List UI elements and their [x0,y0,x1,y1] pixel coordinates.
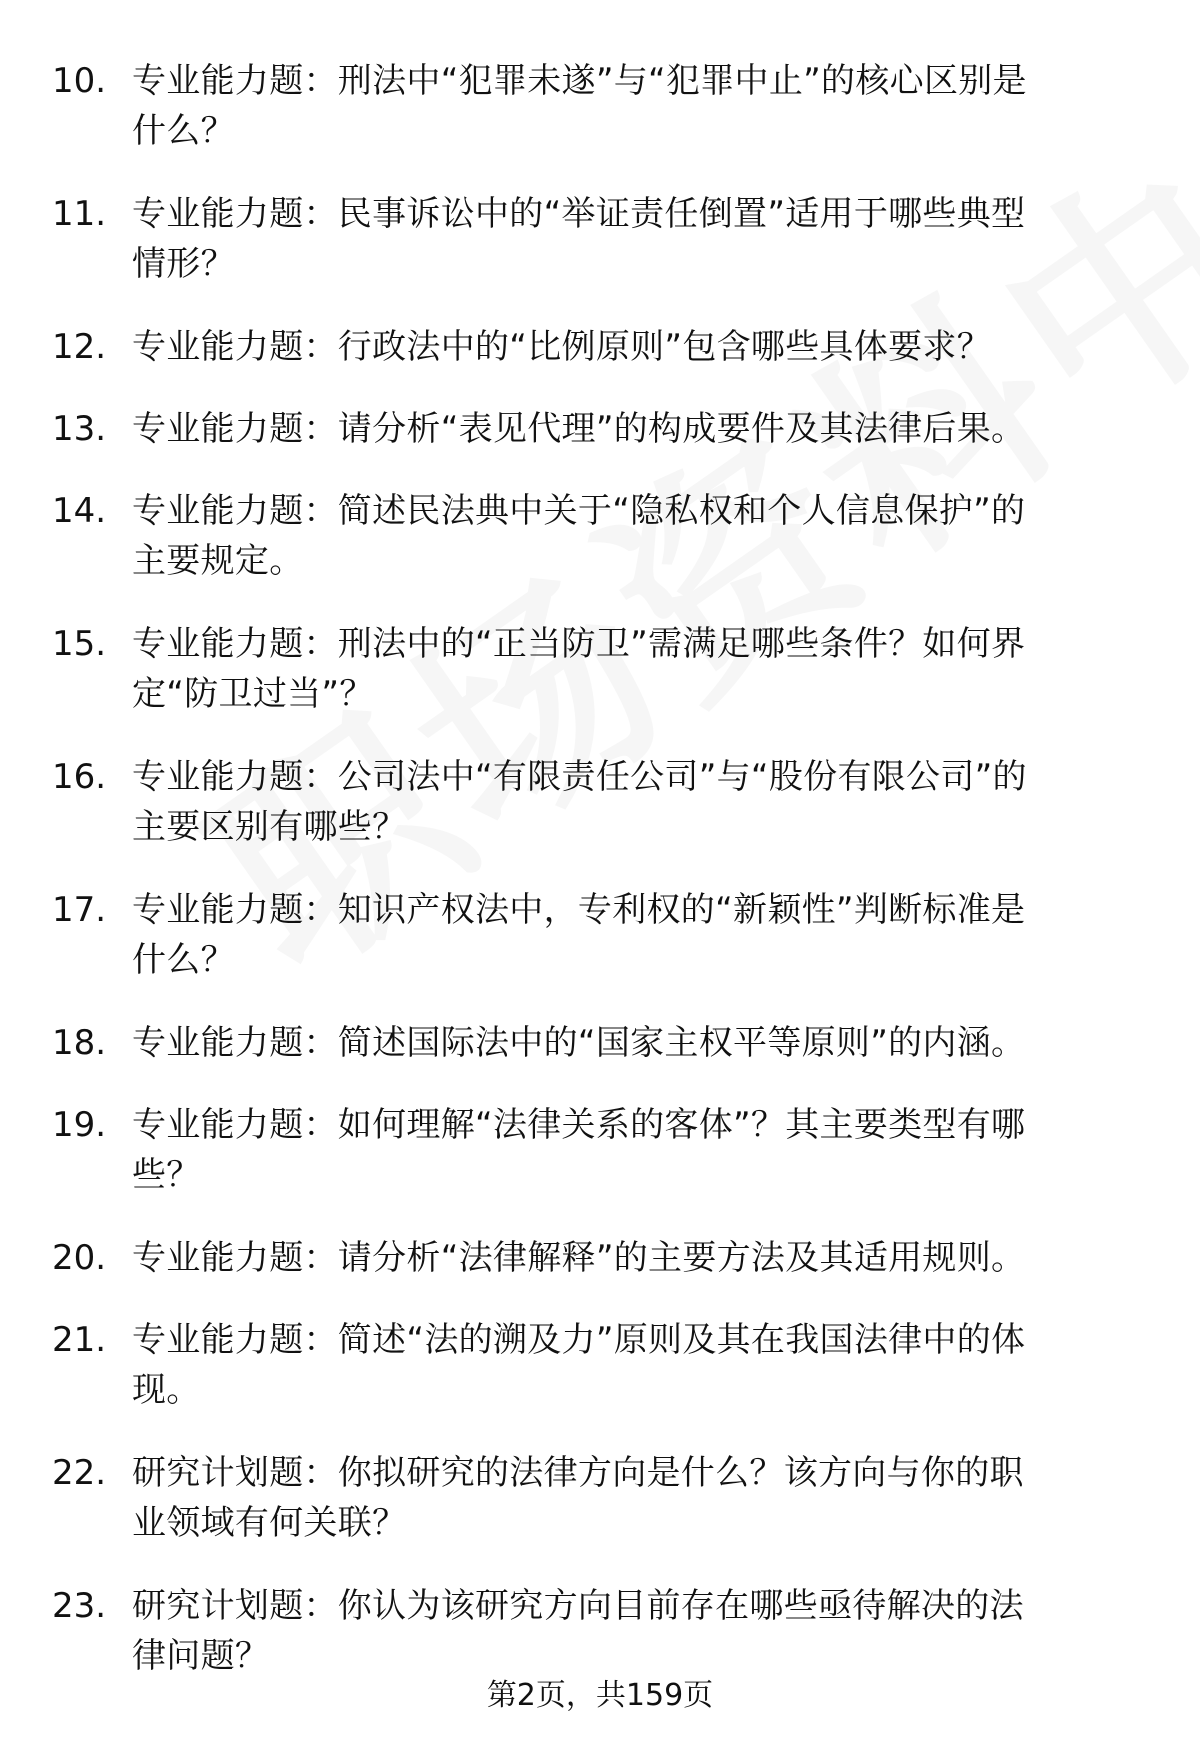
question-number: 22. [52,1453,107,1493]
question-text: 专业能力题：刑法中的“正当防卫”需满足哪些条件？如何界定“防卫过当”？ [132,624,1026,714]
question-item [52,1100,1152,1200]
question-item [52,1581,1152,1681]
question-number: 10. [52,61,107,101]
question-number: 15. [52,624,107,664]
question-item [52,1018,1152,1068]
question-text: 专业能力题：行政法中的“比例原则”包含哪些具体要求？ [132,327,992,367]
question-number: 23. [52,1586,107,1626]
question-text: 专业能力题：如何理解“法律关系的客体”？其主要类型有哪些？ [132,1105,1026,1195]
question-item [52,56,1152,156]
question-text: 专业能力题：刑法中“犯罪未遂”与“犯罪中止”的核心区别是什么？ [132,61,1027,151]
question-number: 19. [52,1105,107,1145]
question-number: 12. [52,327,107,367]
question-text: 研究计划题：你拟研究的法律方向是什么？该方向与你的职业领域有何关联？ [132,1453,1024,1543]
question-item [52,322,1152,372]
question-text: 专业能力题：民事诉讼中的“举证责任倒置”适用于哪些典型情形？ [132,194,1026,284]
question-item [52,1448,1152,1548]
question-text: 专业能力题：简述国际法中的“国家主权平等原则”的内涵。 [132,1023,1026,1063]
page-footer: 第2页，共159页 [486,1678,714,1713]
question-item [52,189,1152,289]
question-number: 16. [52,757,107,797]
question-item [52,752,1152,852]
question-text: 专业能力题：简述民法典中关于“隐私权和个人信息保护”的主要规定。 [132,491,1026,581]
question-list [52,56,1152,1714]
question-text: 专业能力题：简述“法的溯及力”原则及其在我国法律中的体现。 [132,1320,1026,1410]
question-number: 21. [52,1320,107,1360]
question-item [52,885,1152,985]
question-number: 14. [52,491,107,531]
question-number: 20. [52,1238,107,1278]
question-number: 13. [52,409,107,449]
question-text: 研究计划题：你认为该研究方向目前存在哪些亟待解决的法律问题？ [132,1586,1024,1676]
question-text: 专业能力题：请分析“法律解释”的主要方法及其适用规则。 [132,1238,1026,1278]
question-item [52,1233,1152,1283]
question-number: 18. [52,1023,107,1063]
question-number: 17. [52,890,107,930]
question-text: 专业能力题：请分析“表见代理”的构成要件及其法律后果。 [132,409,1026,449]
question-item [52,486,1152,586]
question-item [52,1315,1152,1415]
question-text: 专业能力题：公司法中“有限责任公司”与“股份有限公司”的主要区别有哪些？ [132,757,1027,847]
question-item [52,619,1152,719]
question-text: 专业能力题：知识产权法中，专利权的“新颖性”判断标准是什么？ [132,890,1026,980]
question-item [52,404,1152,454]
question-number: 11. [52,194,107,234]
